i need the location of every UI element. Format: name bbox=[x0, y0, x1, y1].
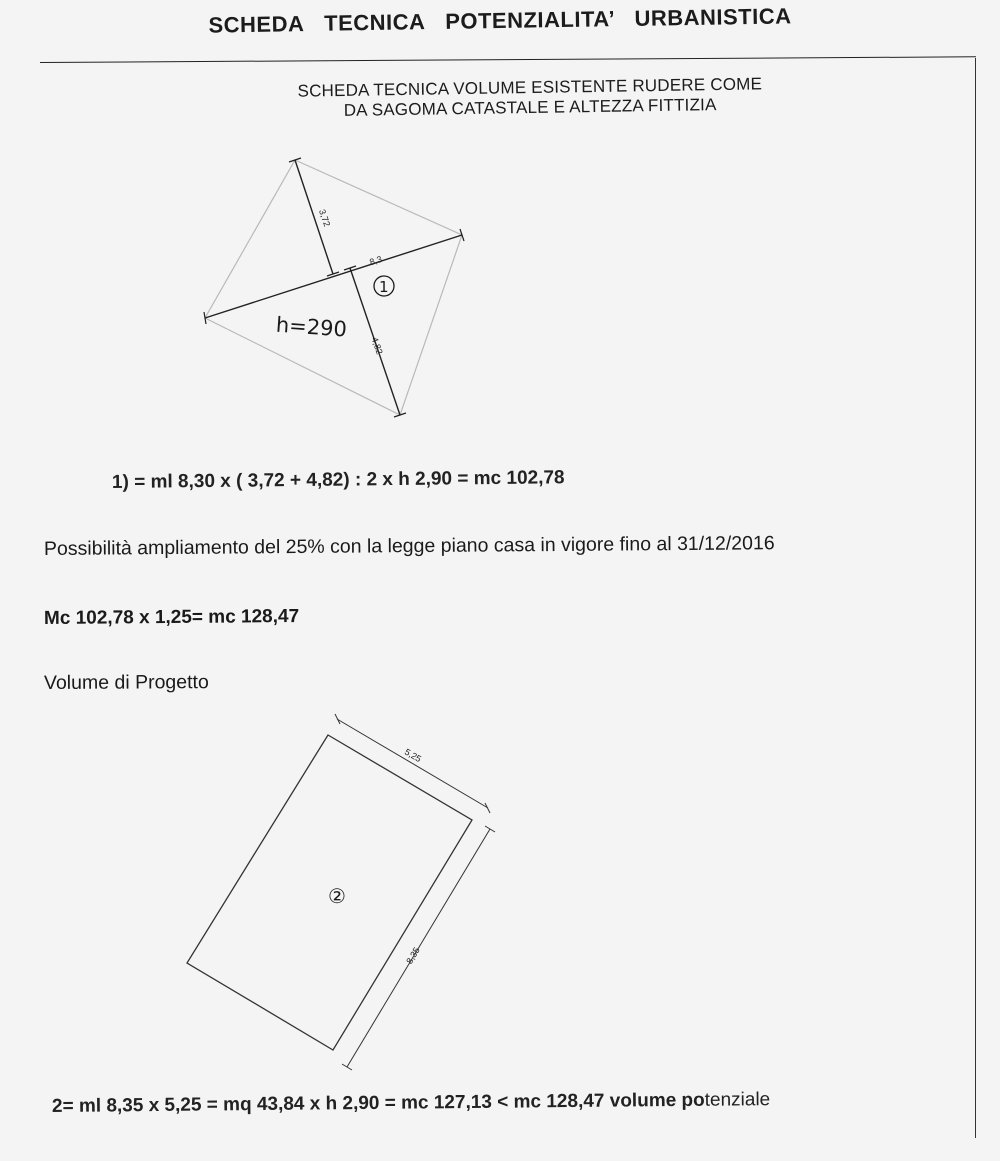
marker-number-2: ② bbox=[328, 884, 346, 908]
calculation-existing-volume: 1) = ml 8,30 x ( 3,72 + 4,82) : 2 x h 2,90 = mc 102,78 bbox=[111, 467, 565, 493]
tick bbox=[485, 826, 495, 832]
dim-label-3-72: 3,72 bbox=[317, 208, 333, 228]
tick bbox=[335, 714, 340, 724]
dim-label-4-82: 4,82 bbox=[369, 335, 385, 356]
subtitle-line-2: DA SAGOMA CATASTALE E ALTEZZA FITTIZIA bbox=[343, 95, 717, 120]
footprint-outline bbox=[205, 160, 462, 415]
dim-label-5-25: 5,25 bbox=[402, 746, 424, 765]
tick bbox=[485, 803, 490, 813]
dim-label-8-3: 8,3 bbox=[368, 253, 384, 268]
dim-label-8-35: 8,35 bbox=[404, 945, 422, 966]
dim-line-5-25 bbox=[337, 719, 488, 808]
diagonal-8-3 bbox=[205, 235, 462, 318]
page-title: SCHEDA TECNICA POTENZIALITA’ URBANISTICA bbox=[208, 3, 792, 38]
expansion-possibility-text: Possibilità ampliamento del 25% con la legge piano casa in vigore fino al 31/12/2016 bbox=[43, 532, 775, 560]
tick bbox=[342, 1064, 352, 1070]
calculation-project-tail: tenziale bbox=[704, 1089, 771, 1111]
marker-number-1: 1 bbox=[379, 278, 389, 296]
sketch-existing-footprint bbox=[204, 158, 464, 417]
height-note: h=290 bbox=[275, 312, 348, 342]
dim-line-8-35 bbox=[347, 829, 490, 1067]
calculation-project-main: 2= ml 8,35 x 5,25 = mq 43,84 x h 2,90 = mc 127,13 < mc 128,47 volume po bbox=[51, 1089, 705, 1117]
project-volume-heading: Volume di Progetto bbox=[43, 671, 209, 694]
calculation-increased-volume: Mc 102,78 x 1,25= mc 128,47 bbox=[43, 605, 300, 629]
subtitle-line-1: SCHEDA TECNICA VOLUME ESISTENTE RUDERE COME bbox=[297, 74, 763, 101]
sketch-project-footprint bbox=[187, 714, 495, 1070]
